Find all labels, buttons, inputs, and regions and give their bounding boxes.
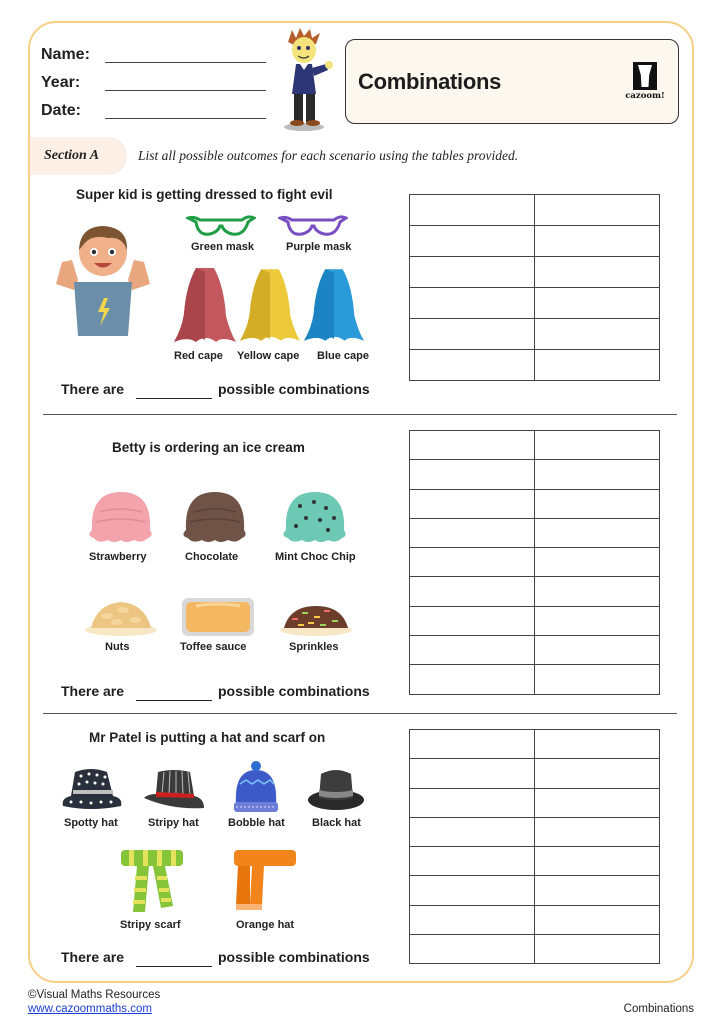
table-cell[interactable] <box>410 489 535 518</box>
footer-left <box>28 988 160 1016</box>
table-cell[interactable] <box>535 817 660 846</box>
question-3-title: Mr Patel is putting a hat and scarf on <box>89 730 326 745</box>
item-label: Blue cape <box>317 350 369 362</box>
item-label: Strawberry <box>89 551 147 563</box>
item-label: Nuts <box>105 641 130 653</box>
outcomes-table-1 <box>409 194 660 381</box>
blue-cape-icon <box>304 266 364 344</box>
table-cell[interactable] <box>535 226 660 257</box>
item-label: Toffee sauce <box>180 641 247 653</box>
bobble-hat-icon <box>232 760 280 814</box>
table-cell[interactable] <box>535 876 660 905</box>
table-cell[interactable] <box>410 548 535 577</box>
table-cell[interactable] <box>535 847 660 876</box>
table-cell[interactable] <box>535 431 660 460</box>
footer-title: Combinations <box>623 1003 694 1015</box>
table-cell[interactable] <box>535 606 660 635</box>
answer-suffix: possible combinations <box>218 683 370 699</box>
section-divider <box>43 414 677 415</box>
table-cell[interactable] <box>410 847 535 876</box>
table-cell[interactable] <box>410 288 535 319</box>
table-cell[interactable] <box>535 636 660 665</box>
section-divider <box>43 713 677 714</box>
item-label: Red cape <box>174 350 223 362</box>
answer-prefix: There are <box>61 949 125 965</box>
item-label: Stripy hat <box>148 817 199 829</box>
table-cell[interactable] <box>410 195 535 226</box>
item-label: Sprinkles <box>289 641 339 653</box>
table-cell[interactable] <box>410 257 535 288</box>
title-box <box>345 39 679 124</box>
table-cell[interactable] <box>535 195 660 226</box>
website-link[interactable]: www.cazoommaths.com <box>28 1003 152 1015</box>
table-cell[interactable] <box>410 431 535 460</box>
outcomes-table-2 <box>409 430 660 695</box>
item-label: Stripy scarf <box>120 919 181 931</box>
item-label: Spotty hat <box>64 817 118 829</box>
table-cell[interactable] <box>410 460 535 489</box>
chocolate-scoop-icon <box>180 488 250 544</box>
date-label: Date: <box>41 102 82 119</box>
answer-blank-3[interactable] <box>136 966 212 967</box>
table-cell[interactable] <box>535 665 660 694</box>
item-label: Black hat <box>312 817 361 829</box>
copyright-text: ©Visual Maths Resources <box>28 989 161 1001</box>
year-label: Year: <box>41 74 81 91</box>
table-cell[interactable] <box>535 548 660 577</box>
date-input-line[interactable] <box>105 118 266 119</box>
stripy-hat-icon <box>142 768 206 812</box>
logo-text: cazoom! <box>625 91 665 101</box>
answer-prefix: There are <box>61 381 125 397</box>
year-input-line[interactable] <box>105 90 266 91</box>
table-cell[interactable] <box>410 876 535 905</box>
table-cell[interactable] <box>410 606 535 635</box>
table-cell[interactable] <box>535 460 660 489</box>
table-cell[interactable] <box>535 788 660 817</box>
cazoom-logo <box>620 62 670 106</box>
answer-blank-2[interactable] <box>136 700 212 701</box>
table-cell[interactable] <box>535 730 660 759</box>
section-tab <box>30 137 127 175</box>
item-label: Mint Choc Chip <box>275 551 356 563</box>
item-label: Orange hat <box>236 919 295 931</box>
strawberry-scoop-icon <box>86 488 156 544</box>
answer-suffix: possible combinations <box>218 949 370 965</box>
name-label: Name: <box>41 46 90 63</box>
table-cell[interactable] <box>410 665 535 694</box>
table-cell[interactable] <box>410 319 535 350</box>
answer-suffix: possible combinations <box>218 381 370 397</box>
table-cell[interactable] <box>410 935 535 964</box>
table-cell[interactable] <box>535 257 660 288</box>
logo-icon <box>633 62 657 90</box>
sprinkles-icon <box>278 600 354 638</box>
item-label: Bobble hat <box>228 817 285 829</box>
table-cell[interactable] <box>535 319 660 350</box>
item-label: Green mask <box>191 241 254 253</box>
table-cell[interactable] <box>410 905 535 934</box>
green-mask-icon <box>186 214 256 238</box>
table-cell[interactable] <box>410 350 535 381</box>
table-cell[interactable] <box>410 730 535 759</box>
table-cell[interactable] <box>410 518 535 547</box>
table-cell[interactable] <box>410 759 535 788</box>
orange-scarf-icon <box>232 848 298 912</box>
table-cell[interactable] <box>535 489 660 518</box>
name-input-line[interactable] <box>105 62 266 63</box>
spotty-hat-icon <box>61 766 123 812</box>
item-label: Chocolate <box>185 551 239 563</box>
table-cell[interactable] <box>535 288 660 319</box>
nuts-icon <box>83 596 159 638</box>
mint-choc-chip-scoop-icon <box>280 488 350 544</box>
mascot-boy-illustration <box>276 28 336 132</box>
answer-blank-1[interactable] <box>136 398 212 399</box>
table-cell[interactable] <box>535 350 660 381</box>
item-label: Purple mask <box>286 241 352 253</box>
question-2-title: Betty is ordering an ice cream <box>112 440 305 455</box>
red-cape-icon <box>174 266 236 344</box>
stripy-scarf-icon <box>119 848 185 916</box>
question-1-title: Super kid is getting dressed to fight evil <box>76 187 333 202</box>
purple-mask-icon <box>278 214 348 238</box>
table-cell[interactable] <box>410 788 535 817</box>
table-cell[interactable] <box>535 759 660 788</box>
table-cell[interactable] <box>535 905 660 934</box>
outcomes-table-3 <box>409 729 660 964</box>
table-cell[interactable] <box>410 817 535 846</box>
toffee-sauce-icon <box>180 596 256 638</box>
table-cell[interactable] <box>535 935 660 964</box>
yellow-cape-icon <box>240 266 300 344</box>
table-cell[interactable] <box>410 577 535 606</box>
table-cell[interactable] <box>410 226 535 257</box>
table-cell[interactable] <box>410 636 535 665</box>
section-label: Section A <box>44 148 100 163</box>
black-hat-icon <box>307 766 365 812</box>
table-cell[interactable] <box>535 577 660 606</box>
instructions: List all possible outcomes for each scenario using the tables provided. <box>138 148 519 163</box>
superkid-illustration <box>52 222 154 338</box>
table-cell[interactable] <box>535 518 660 547</box>
item-label: Yellow cape <box>237 350 300 362</box>
answer-prefix: There are <box>61 683 125 699</box>
worksheet-title: Combinations <box>358 69 502 94</box>
